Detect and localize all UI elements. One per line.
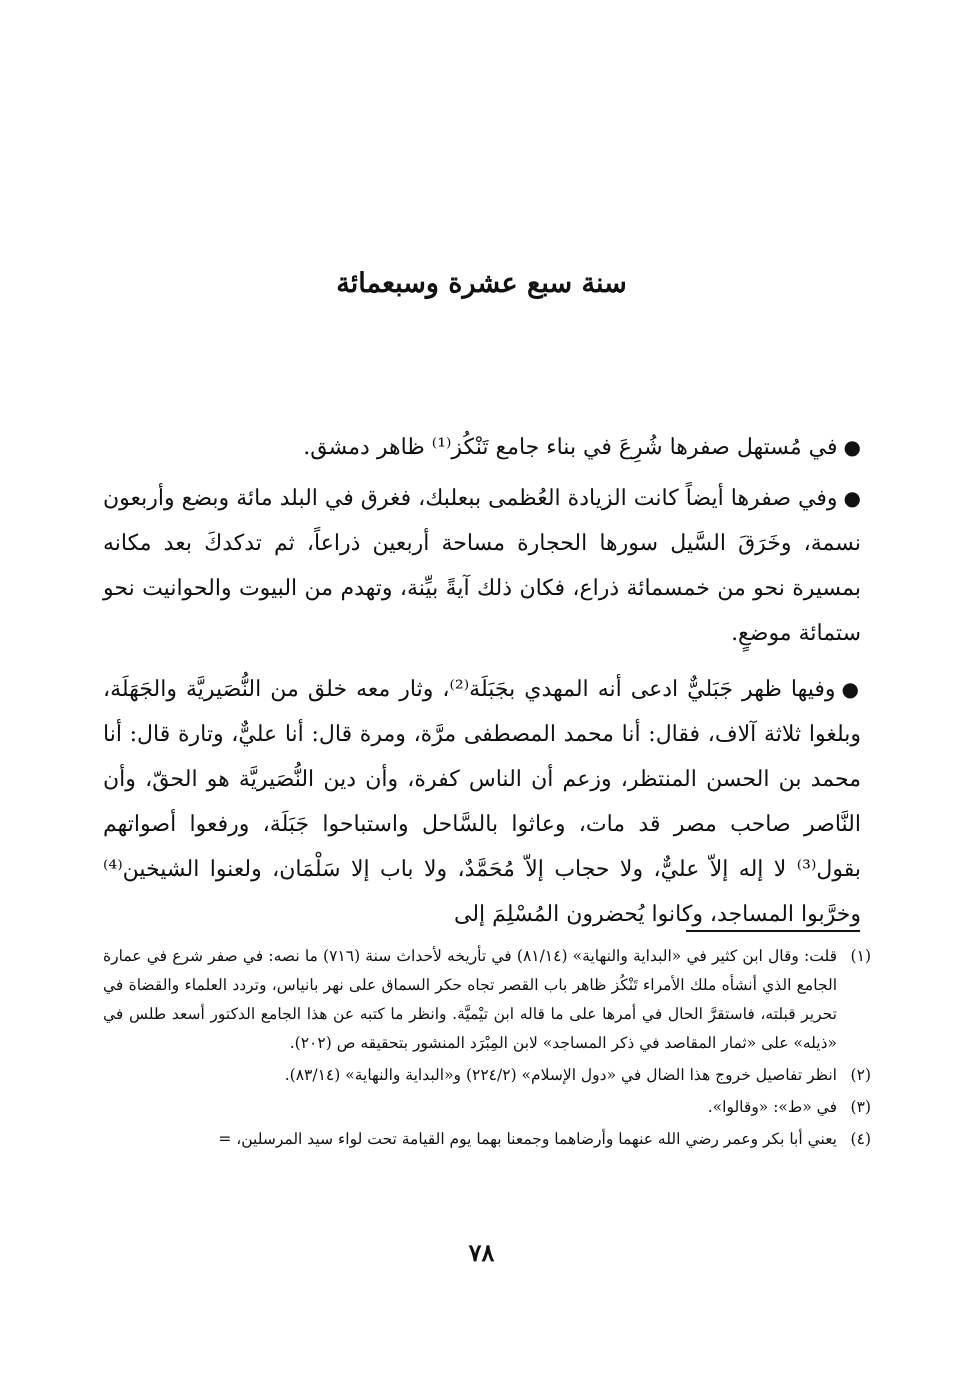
footnote-number: (٤) [850, 1130, 871, 1148]
bullet-icon: ● [843, 486, 861, 510]
footnote-text: في «ط»: «وقالوا». [707, 1098, 837, 1116]
paragraph-2 [103, 476, 861, 656]
footnote-divider [686, 930, 860, 932]
bullet-icon: ● [843, 435, 861, 459]
section-title: سنة سبع عشرة وسبعمائة [336, 268, 627, 299]
paragraph-text: وفيها ظهر جَبَليٌّ ادعى أنه المهدي بجَبَلَة⁽²⁾، وثار معه خلق من النُّصَيريَّة والجَهَلَة، وبلغوا ثلاثة آلاف، فقال: أنا محمد المصطفى مرَّة، ومرة قال: أنا عليٌّ، وتارة قال: أنا محمد بن الحسن المنتظر، وزعم أن الناس كفرة، وأن دين النُّصَيريَّة هو الحقّ، وأن النَّاصر صاحب مصر قد مات، وعاثوا بالسَّاحل واستباحوا جَبَلَة، ورفعوا أصواتهم بقول⁽³⁾ لا إله إلاّ عليٌّ، ولا حجاب إلاّ مُحَمَّدٌ، ولا باب إلا سَلْمَان، ولعنوا الشيخين⁽⁴⁾ وخرَّبوا المساجد، وكانوا يُحضرون المُسْلِمَ إلى [103, 677, 862, 927]
footnote-text: يعني أبا بكر وعمر رضي الله عنهما وأرضاهما وجمعنا بهما يوم القيامة تحت لواء سيد المرسلين، = [218, 1130, 837, 1148]
bullet-icon: ● [841, 677, 862, 701]
footnote-number: (١) [850, 947, 871, 965]
footnote-2 [103, 1061, 871, 1090]
footnote-number: (٣) [850, 1098, 871, 1116]
footnote-text: انظر تفاصيل خروج هذا الضال في «دول الإسلام» (٢٢٤/٢) و«البداية والنهاية» (٨٣/١٤). [284, 1066, 837, 1084]
paragraph-3 [103, 667, 861, 937]
paragraph-1 [103, 425, 861, 470]
footnote-text: قلت: وقال ابن كثير في «البداية والنهاية» (٨١/١٤) في تأريخه لأحداث سنة (٧١٦) ما نصه: في صفر شرع في عمارة الجامع الذي أنشأه ملك الأمراء تَنْكُز ظاهر باب القصر تجاه حكر السماق على نهر بانياس، وتردد العلماء والقضاة في تحرير قبلته، فاستقرَّ الحال في أمرها على ما قاله ابن تيْميَّة. وانظر ما كتبه عن هذا الجامع الدكتور أسعد طلس في «ذيله» على «ثمار المقاصد في ذكر المساجد» لابن المِبْرَد المنشور بتحقيقه ص (٢٠٢). [103, 947, 838, 1052]
footnote-1 [103, 942, 871, 1058]
paragraph-text: في مُستهل صفرها شُرِعَ في بناء جامع تَنْكُز⁽¹⁾ ظاهر دمشق. [303, 435, 838, 460]
footnote-4 [103, 1125, 871, 1154]
main-text [103, 425, 861, 948]
page-number: ٧٨ [468, 1238, 495, 1267]
footnote-3 [103, 1093, 871, 1122]
footnotes [103, 942, 871, 1157]
paragraph-text: وفي صفرها أيضاً كانت الزيادة العُظمى ببعلبك، فغرق في البلد مائة وبضع وأربعون نسمة، وخَرَقَ السَّيل سورها الحجارة مساحة أربعين ذراعاً، ثم تدكدكَ بعد مكانه بمسيرة نحو من خمسمائة ذراع، فكان ذلك آيةً بيِّنة، وتهدم من البيوت والحوانيت نحو ستمائة موضعٍ. [103, 486, 861, 646]
footnote-number: (٢) [850, 1066, 871, 1084]
